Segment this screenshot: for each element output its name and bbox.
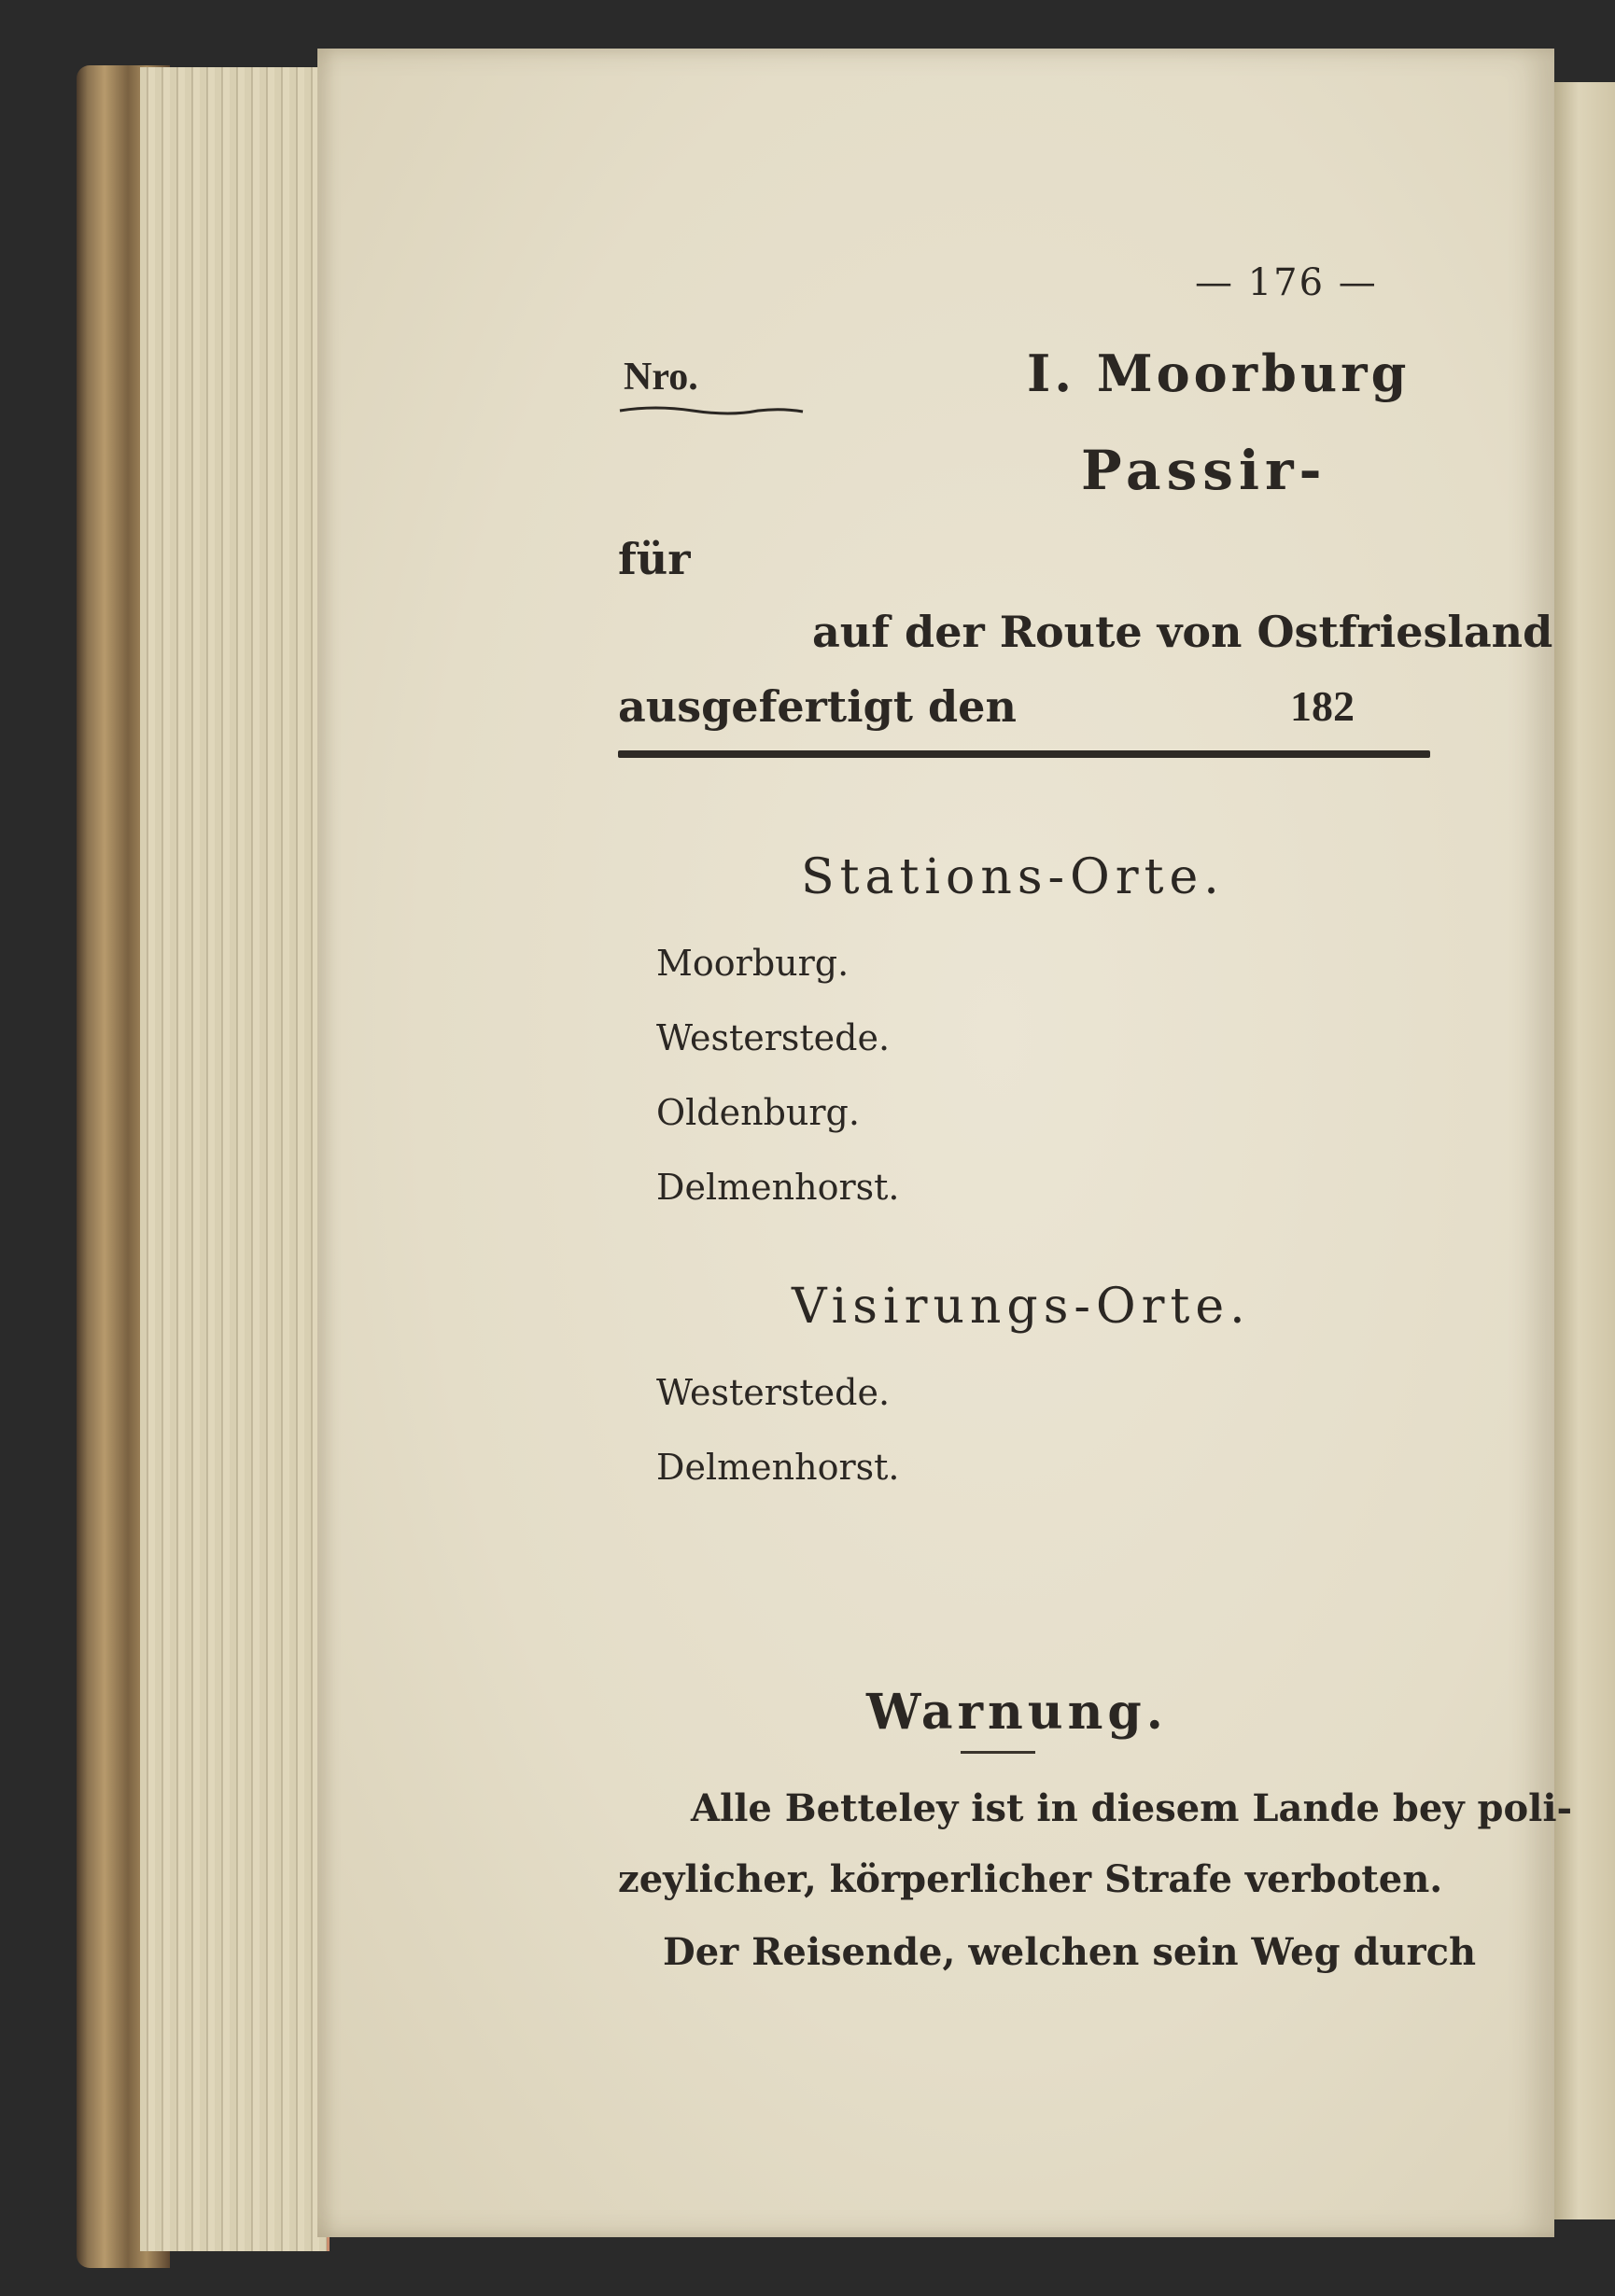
visa-place-item: Delmenhorst. [656, 1447, 900, 1488]
warning-rule [961, 1751, 1035, 1754]
document-type: Passir- [1081, 439, 1327, 502]
page-number: — 176 — [1195, 261, 1378, 304]
issue-year: 182 [1290, 682, 1355, 730]
warning-line: Alle Betteley ist in diesem Lande bey poli- [691, 1786, 1573, 1830]
route-line: auf der Route von Ostfriesland [812, 607, 1553, 657]
station-item: Moorburg. [656, 943, 850, 984]
warning-line: Der Reisende, welchen sein Weg durch [663, 1930, 1477, 1974]
station-item: Delmenhorst. [656, 1167, 900, 1208]
station-item: Westerstede. [656, 1017, 891, 1058]
warning-line: zeylicher, körperlicher Strafe verboten. [618, 1857, 1443, 1901]
nro-label: Nro. [624, 356, 698, 399]
issued-label: ausgefertigt den [618, 681, 1017, 732]
stations-heading: Stations-Orte. [801, 849, 1225, 905]
facing-page-edge [1554, 82, 1615, 2219]
visa-places-heading: Visirungs-Orte. [792, 1279, 1251, 1335]
page-edges [140, 67, 330, 2251]
nro-underline-flourish [618, 403, 805, 418]
visa-place-item: Westerstede. [656, 1372, 891, 1413]
warning-heading: Warnung. [866, 1684, 1168, 1741]
divider-rule [618, 750, 1430, 758]
for-label: für [618, 534, 691, 584]
route-name: I. Moorburg [1027, 343, 1411, 403]
station-item: Oldenburg. [656, 1092, 860, 1133]
book-page [317, 49, 1573, 2237]
